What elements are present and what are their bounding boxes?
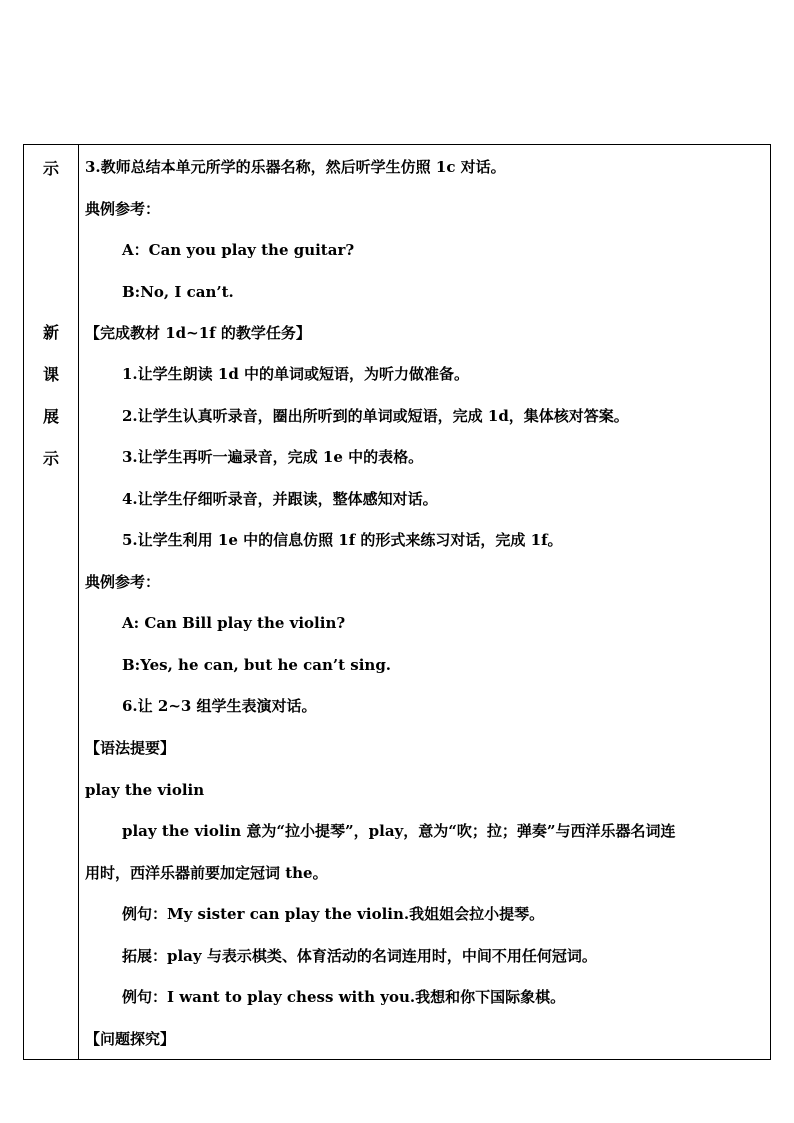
example-heading: 典例参考： bbox=[85, 573, 161, 591]
side-label-char: 展 bbox=[42, 407, 59, 426]
extension-note: 拓展：play 与表示棋类、体育活动的名词连用时，中间不用任何冠词。 bbox=[122, 947, 597, 965]
side-label-char: 课 bbox=[42, 365, 59, 384]
side-label-char: 示 bbox=[42, 159, 59, 178]
side-label-char: 示 bbox=[42, 449, 59, 468]
dialogue-line: A：Can you play the guitar? bbox=[122, 241, 355, 259]
column-divider bbox=[78, 145, 79, 1059]
grammar-phrase: play the violin bbox=[85, 781, 205, 799]
task-step: 6.让 2~3 组学生表演对话。 bbox=[122, 697, 317, 715]
section-heading: 【问题探究】 bbox=[85, 1030, 176, 1048]
grammar-explanation: play the violin 意为“拉小提琴”，play，意为“吹；拉；弹奏”与西洋乐器名词连 bbox=[122, 822, 676, 840]
grammar-explanation-cont: 用时，西洋乐器前要加定冠词 the。 bbox=[85, 864, 328, 882]
example-sentence: 例句：My sister can play the violin.我姐姐会拉小提琴。 bbox=[122, 905, 545, 923]
lesson-table bbox=[23, 144, 771, 1060]
task-step: 3.让学生再听一遍录音，完成 1e 中的表格。 bbox=[122, 448, 424, 466]
task-step: 4.让学生仔细听录音，并跟读，整体感知对话。 bbox=[122, 490, 438, 508]
step-3-summary: 3.教师总结本单元所学的乐器名称，然后听学生仿照 1c 对话。 bbox=[85, 158, 506, 176]
example-heading: 典例参考： bbox=[85, 200, 161, 218]
side-label-char: 新 bbox=[42, 323, 59, 342]
example-sentence: 例句：I want to play chess with you.我想和你下国际象棋。 bbox=[122, 988, 566, 1006]
task-step: 5.让学生利用 1e 中的信息仿照 1f 的形式来练习对话，完成 1f。 bbox=[122, 531, 563, 549]
dialogue-line: B:No, I can’t. bbox=[122, 283, 234, 301]
section-heading: 【语法提要】 bbox=[85, 739, 176, 757]
dialogue-line: A: Can Bill play the violin? bbox=[122, 614, 346, 632]
section-heading: 【完成教材 1d~1f 的教学任务】 bbox=[85, 324, 311, 342]
task-step: 1.让学生朗读 1d 中的单词或短语，为听力做准备。 bbox=[122, 365, 470, 383]
task-step: 2.让学生认真听录音，圈出所听到的单词或短语，完成 1d，集体核对答案。 bbox=[122, 407, 629, 425]
dialogue-line: B:Yes, he can, but he can’t sing. bbox=[122, 656, 392, 674]
